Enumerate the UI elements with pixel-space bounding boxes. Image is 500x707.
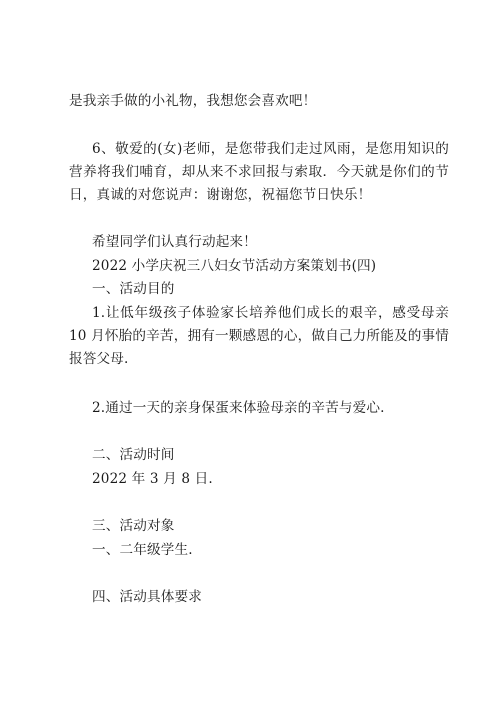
heading-audience: 三、活动对象 xyxy=(92,518,175,534)
text-line-purpose-4: 2.通过一天的亲身保蛋来体验母亲的辛苦与爱心. xyxy=(92,400,385,416)
text-line-hope: 希望同学们认真行动起来！ xyxy=(92,234,257,250)
text-line-date: 2022 年 3 月 8 日. xyxy=(92,471,213,487)
text-line-purpose-1: 1.让低年级孩子体验家长培养他们成长的艰辛，感受母亲 xyxy=(92,305,449,321)
heading-requirements: 四、活动具体要求 xyxy=(92,589,202,605)
section-title-plan: 2022 小学庆祝三八妇女节活动方案策划书(四) xyxy=(92,258,377,274)
text-line-audience: 一、二年级学生. xyxy=(92,542,193,558)
text-line-teacher-1: 6、敬爱的(女)老师，是您带我们走过风雨，是您用知识的 xyxy=(92,141,449,157)
heading-purpose: 一、活动目的 xyxy=(92,281,175,297)
text-line-teacher-3: 日，真诚的对您说声：谢谢您，祝福您节日快乐！ xyxy=(69,187,372,203)
text-line-teacher-2: 营养将我们哺育，却从来不求回报与索取．今天就是你们的节 xyxy=(69,164,449,180)
text-line-purpose-2: 10 月怀胎的辛苦，拥有一颗感恩的心，做自己力所能及的事情 xyxy=(69,328,449,344)
text-line-purpose-3: 报答父母. xyxy=(69,351,129,367)
heading-time: 二、活动时间 xyxy=(92,447,175,463)
text-line-gift: 是我亲手做的小礼物，我想您会喜欢吧！ xyxy=(69,93,317,109)
